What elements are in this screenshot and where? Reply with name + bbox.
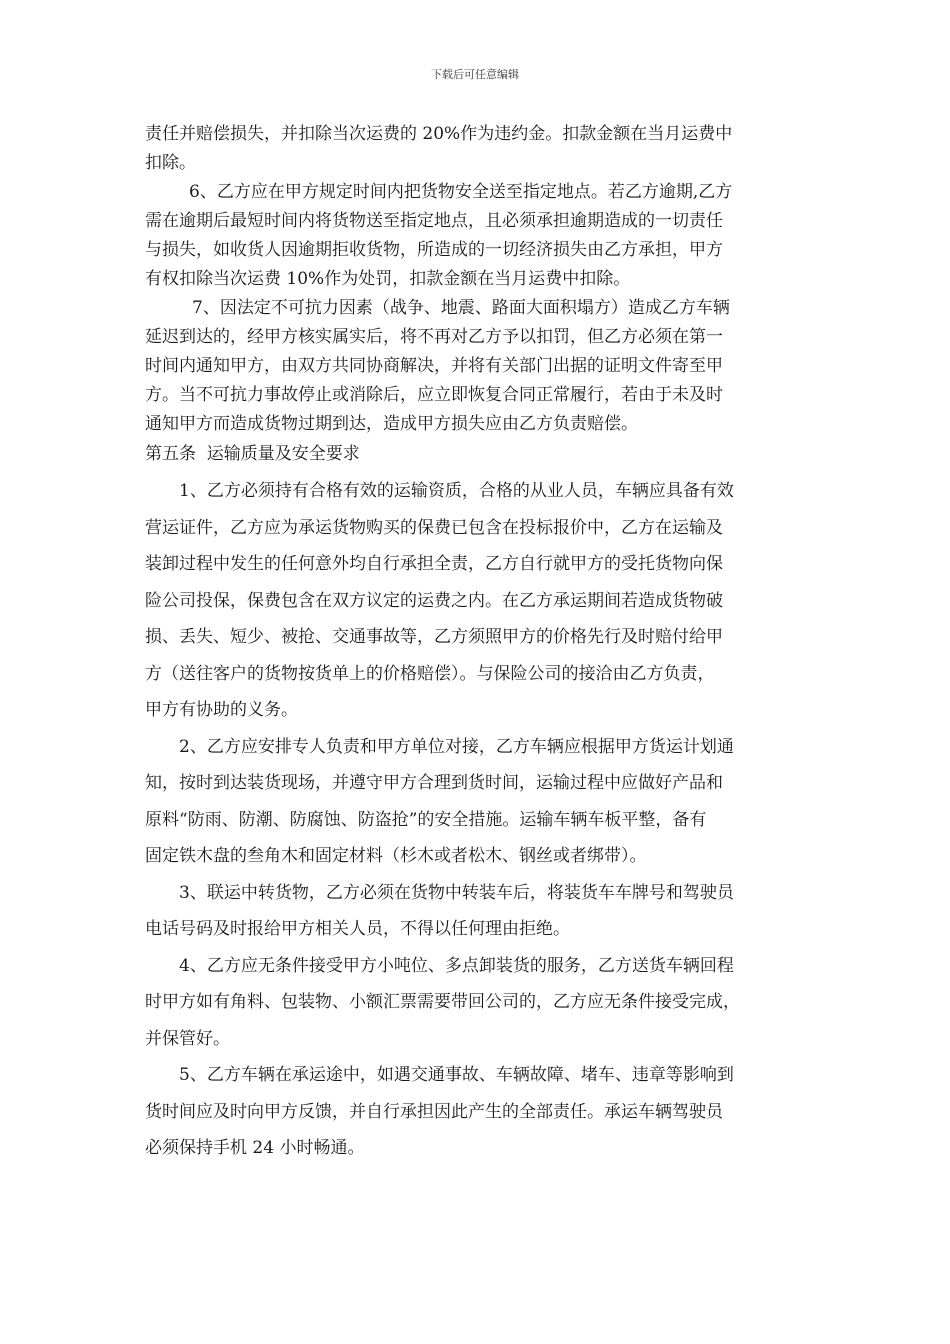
text-line: 固定铁木盘的叁角木和固定材料（杉木或者松木、钢丝或者绑带）。 (145, 846, 647, 866)
text-line: 有权扣除当次运费 10%作为处罚，扣款金额在当月运费中扣除。 (145, 269, 631, 289)
text-line: 损、丢失、短少、被抢、交通事故等，乙方须照甲方的价格先行及时赔付给甲 (145, 627, 723, 647)
text-line: 5、乙方车辆在承运途中，如遇交通事故、车辆故障、堵车、违章等影响到 (179, 1065, 734, 1085)
clause-7 (145, 294, 815, 439)
document-body (145, 120, 815, 1167)
item-3 (145, 875, 815, 948)
paragraph-continuation (145, 120, 815, 178)
text-line: 3、联运中转货物，乙方必须在货物中转装车后，将装货车车牌号和驾驶员 (179, 882, 734, 903)
text-line: 营运证件，乙方应为承运货物购买的保费已包含在投标报价中，乙方在运输及 (145, 517, 723, 538)
text-line: 甲方有协助的义务。 (145, 700, 298, 720)
text-line: 扣除。 (145, 153, 196, 173)
text-line: 2、乙方应安排专人负责和甲方单位对接，乙方车辆应根据甲方货运计划通 (179, 736, 734, 757)
page-header: 下载后可任意编辑 (431, 68, 519, 81)
item-5 (145, 1057, 815, 1167)
text-line: 货时间应及时向甲方反馈，并自行承担因此产生的全部责任。承运车辆驾驶员 (145, 1101, 723, 1122)
item-4 (145, 948, 815, 1058)
text-line: 原料“防雨、防潮、防腐蚀、防盗抢”的安全措施。运输车辆车板平整，备有 (145, 809, 707, 830)
text-line: 并保管好。 (145, 1028, 230, 1049)
text-line: 需在逾期后最短时间内将货物送至指定地点，且必须承担逾期造成的一切责任 (145, 211, 723, 231)
text-line: 必须保持手机 24 小时畅通。 (145, 1138, 365, 1158)
text-line: 知，按时到达装货现场，并遵守甲方合理到货时间，运输过程中应做好产品和 (145, 773, 723, 793)
text-line: 电话号码及时报给甲方相关人员，不得以任何理由拒绝。 (145, 919, 570, 939)
text-line: 4、乙方应无条件接受甲方小吨位、多点卸装货的服务，乙方送货车辆回程 (179, 955, 734, 976)
text-line: 7、因法定不可抗力因素（战争、地震、路面大面积塌方）造成乙方车辆 (192, 298, 730, 318)
item-2 (145, 729, 815, 875)
text-line: 时甲方如有角料、包装物、小额汇票需要带回公司的，乙方应无条件接受完成， (145, 992, 740, 1012)
text-line: 与损失，如收货人因逾期拒收货物，所造成的一切经济损失由乙方承担，甲方 (145, 240, 723, 260)
text-line: 时间内通知甲方，由双方共同协商解决，并将有关部门出据的证明文件寄至甲 (145, 356, 723, 376)
text-line: 1、乙方必须持有合格有效的运输资质，合格的从业人员，车辆应具备有效 (179, 481, 734, 501)
article-5-heading: 第五条 运输质量及安全要求 (145, 444, 360, 464)
text-line: 6、乙方应在甲方规定时间内把货物安全送至指定地点。若乙方逾期,乙方 (189, 182, 733, 202)
clause-6 (145, 178, 815, 294)
text-line: 险公司投保，保费包含在双方议定的运费之内。在乙方承运期间若造成货物破 (145, 590, 723, 611)
text-line: 方（送往客户的货物按货单上的价格赔偿）。与保险公司的接洽由乙方负责， (145, 663, 715, 684)
text-line: 装卸过程中发生的任何意外均自行承担全责，乙方自行就甲方的受托货物向保 (145, 554, 723, 574)
text-line: 延迟到达的，经甲方核实属实后，将不再对乙方予以扣罚，但乙方必须在第一 (145, 327, 723, 347)
text-line: 方。当不可抗力事故停止或消除后，应立即恢复合同正常履行，若由于未及时 (145, 385, 723, 405)
text-line: 通知甲方而造成货物过期到达，造成甲方损失应由乙方负责赔偿。 (145, 414, 638, 434)
text-line: 责任并赔偿损失，并扣除当次运费的 20%作为违约金。扣款金额在当月运费中 (145, 124, 733, 144)
item-1 (145, 473, 815, 729)
